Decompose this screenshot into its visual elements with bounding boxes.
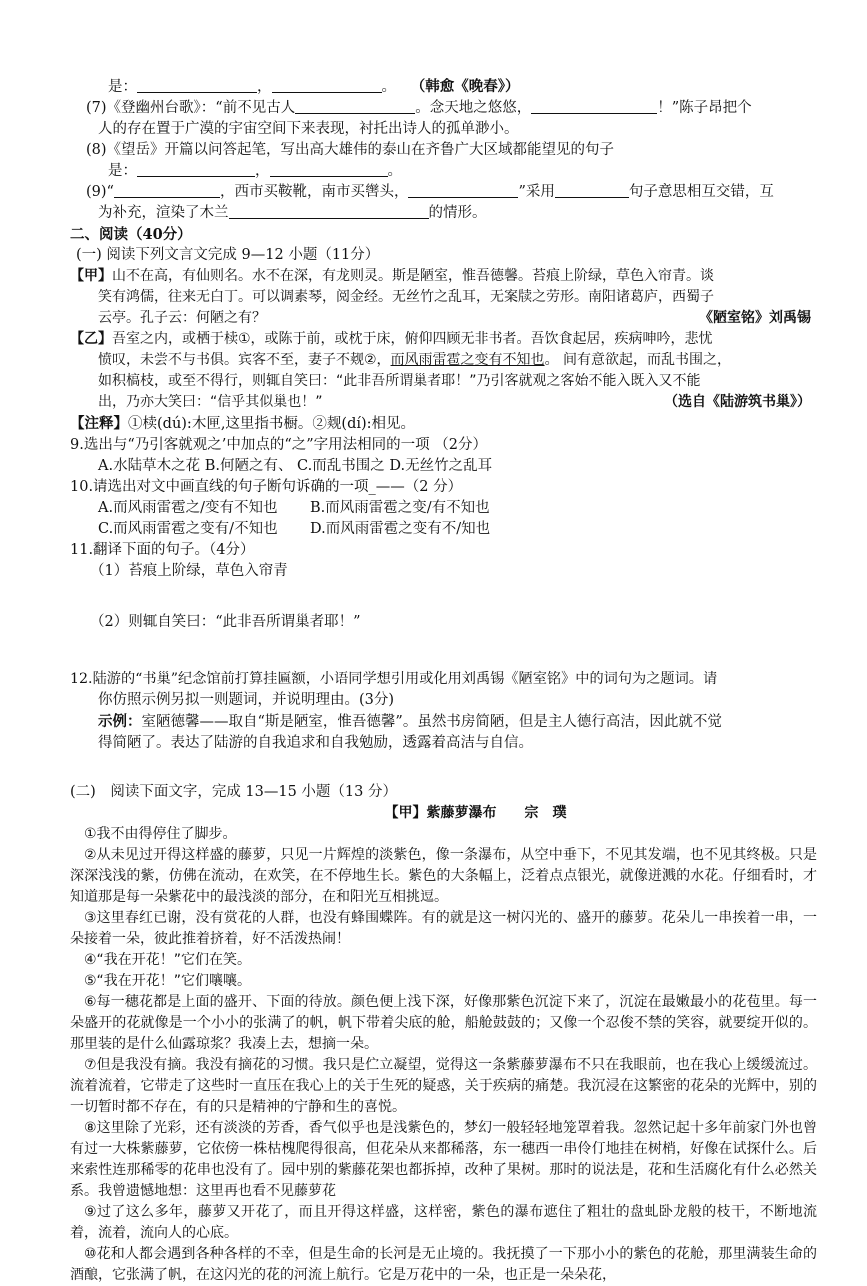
passage-paragraph: ①我不由得停住了脚步。 bbox=[84, 826, 237, 842]
q6-comma: ， bbox=[257, 79, 272, 95]
example-label: 示例： bbox=[98, 713, 142, 730]
notes-label: 【注释】 bbox=[70, 415, 128, 432]
example-text: 室陋德馨——取自“斯是陋室，惟吾德馨”。虽然书房简陋，但是主人德行高洁，因此就不觉 bbox=[141, 714, 722, 730]
yi-label: 【乙】 bbox=[70, 331, 112, 347]
passage-heading bbox=[140, 803, 811, 824]
notes-text: ①椟(dú):木匣,这里指书橱。②觌(dí):相见。 bbox=[128, 416, 416, 432]
answer-space[interactable] bbox=[100, 582, 811, 612]
passage-author: 宗 璞 bbox=[524, 805, 567, 821]
jia-line1 bbox=[70, 266, 811, 287]
passage-paragraph: ⑥每一穗花都是上面的盛开、下面的待放。颜色便上浅下深，好像那紫色沉淀下来了，沉淀在最嫩最小的花苞里。每一朵盛开的花就像是一个小小的张满了的帆，帆下带着尖底的舱，船舱鼓鼓的；又像一个忍俊不禁的笑容，就要绽开似的。那里装的是什么仙露琼浆？我凑上去，想摘一朵。 bbox=[70, 994, 817, 1052]
q7-text: 。念天地之悠悠， bbox=[415, 100, 532, 116]
q11-sentence2: （2）则辄自笑曰：“此非吾所谓巢者耶！” bbox=[90, 614, 361, 630]
q8-prefix: 是： bbox=[108, 163, 137, 179]
answer-blank[interactable] bbox=[531, 99, 657, 114]
jia-line2: 笑有鸿儒，往来无白丁。可以调素琴，阅金经。无丝竹之乱耳，无案牍之劳形。南阳诸葛庐，西蜀子 bbox=[98, 289, 714, 305]
yi-line4 bbox=[98, 392, 811, 413]
answer-blank[interactable] bbox=[270, 162, 388, 177]
passage-paragraph: ⑤“我在开花！”它们嚷嚷。 bbox=[84, 973, 252, 989]
q7-text: 《登幽州台歌》：“前不见古人 bbox=[106, 100, 296, 116]
answer-blank[interactable] bbox=[408, 183, 518, 198]
q6-source: （韩愈《晚春》） bbox=[418, 78, 520, 95]
q10-option-d[interactable]: D.而风雨雷雹之变有不/知也 bbox=[310, 521, 491, 537]
answer-blank[interactable] bbox=[229, 204, 429, 219]
q10-stem: 10.请选出对文中画直线的句子断句诉确的一项_——（2 分） bbox=[70, 479, 463, 495]
q8-text: 《望岳》开篇以问答起笔，写出高大雄伟的泰山在齐鲁广大区域都能望见的句子 bbox=[106, 142, 615, 158]
q7-text: ！”陈子昂把个 bbox=[657, 100, 752, 116]
q12-example1 bbox=[98, 711, 811, 733]
jia-line3 bbox=[98, 308, 811, 329]
q10-options-row2 bbox=[98, 519, 811, 540]
section-title: 二、阅读（40分） bbox=[70, 226, 192, 243]
q9-text: 的情形。 bbox=[428, 205, 487, 221]
passage-paragraph: ⑩花和人都会遇到各种各样的不幸，但是生命的长河是无止境的。我抚摸了一下那小小的紫色的花舱，那里满装生命的酒酿，它张满了帆，在这闪光的花的河流上航行。它是万花中的一朵，也正是一朵朵花， bbox=[70, 1246, 817, 1283]
passage-paragraph: ⑦但是我没有摘。我没有摘花的习惯。我只是伫立凝望，觉得这一条紫藤萝瀑布不只在我眼前，也在我心上缓缓流过。流着流着，它带走了这些时一直压在我心上的关于生死的疑惑，关于疾病的痛楚。我沉浸在这繁密的花朵的光辉中，别的一切暂时都不存在，有的只是精神的宁静和生的喜悦。 bbox=[70, 1057, 817, 1115]
answer-space[interactable] bbox=[100, 633, 811, 669]
q6-prefix: 是： bbox=[108, 79, 137, 95]
answer-blank[interactable] bbox=[295, 99, 415, 114]
q8-comma: ， bbox=[255, 163, 270, 179]
q9r-options: A.水陆草木之花 B.何陋之有、 C.而乱书围之 D.无丝竹之乱耳 bbox=[98, 458, 493, 474]
passage-paragraph: ④“我在开花！”它们在笑。 bbox=[84, 952, 252, 968]
jia-text: 山不在高，有仙则名。水不在深，有龙则灵。斯是陋室，惟吾德馨。苔痕上阶绿，草色入帘青。谈 bbox=[112, 268, 714, 284]
q9r-stem: 9.选出与“乃引客就观之’中加点的“之”字用法相同的一项 （2分） bbox=[70, 437, 488, 453]
passage-paragraph: ③这里春红已谢，没有赏花的人群，也没有蜂围蝶阵。有的就是这一树闪光的、盛开的藤萝。花朵儿一串挨着一串，一朵接着一朵，彼此推着挤着，好不活泼热闹！ bbox=[70, 910, 817, 947]
q8-end: 。 bbox=[387, 163, 402, 179]
q12-line2: 你仿照示例另拟一则题词，并说明理由。(3分) bbox=[98, 692, 395, 708]
q9-text: ，西市买鞍靴，南市买辔头， bbox=[219, 184, 409, 200]
part2-title: (二) 阅读下面文字，完成 13—15 小题（13 分） bbox=[70, 784, 397, 800]
q9-text: 句子意思相互交错，互 bbox=[628, 184, 774, 200]
jia-label: 【甲】 bbox=[70, 268, 112, 284]
q6-end: 。 bbox=[381, 79, 396, 95]
yi-line1 bbox=[70, 329, 811, 350]
part1-title: (一) 阅读下列文言文完成 9—12 小题（11分） bbox=[76, 247, 380, 263]
yi-text: 吾室之内，或栖于椟①，或陈于前，或枕于床，俯仰四顾无非书者。吾饮食起居，疾病呻吟，悲忧 bbox=[112, 331, 713, 347]
q9-text: ”采用 bbox=[518, 184, 555, 200]
yi-text: 。 间有意欲起，而乱书围之， bbox=[544, 352, 732, 368]
q9-text: “ bbox=[106, 184, 114, 200]
yi-text: 愤叹，未尝不与书俱。宾客不至，妻子不觌②， bbox=[98, 352, 391, 368]
yi-line2 bbox=[98, 350, 811, 371]
yi-source: （选自《陆游筑书巢》） bbox=[664, 394, 811, 410]
q10-option-a[interactable]: A.而风雨雷雹之/变有不知也 bbox=[98, 500, 278, 516]
passage-paragraph: ⑨过了这么多年，藤萝又开花了，而且开得这样盛，这样密，紫色的瀑布遮住了粗壮的盘虬卧龙般的枝干，不断地流着，流着，流向人的心底。 bbox=[70, 1204, 817, 1241]
passage-body bbox=[70, 824, 817, 1286]
q12-example2: 得简陋了。表达了陆游的自我追求和自我勉励，透露着高洁与自信。 bbox=[98, 735, 533, 751]
q9-text: 为补充，渲染了木兰 bbox=[98, 205, 229, 221]
q9-line2 bbox=[98, 203, 811, 224]
q7-line1 bbox=[86, 98, 811, 119]
q6-tail bbox=[100, 76, 811, 98]
answer-blank[interactable] bbox=[137, 78, 257, 93]
answer-blank[interactable] bbox=[555, 183, 629, 198]
q10-options-row1 bbox=[98, 498, 811, 519]
q9-line1 bbox=[86, 182, 811, 203]
answer-blank[interactable] bbox=[137, 162, 255, 177]
yi-underlined-sentence: 而风雨雷雹之变有不知也 bbox=[390, 352, 545, 368]
q10-option-b[interactable]: B.而风雨雷雹之变/有不知也 bbox=[310, 500, 490, 516]
answer-blank[interactable] bbox=[272, 78, 382, 93]
q7-label: (7) bbox=[86, 100, 107, 116]
notes bbox=[70, 413, 811, 435]
jia-text: 云亭。孔子云：何陋之有？ bbox=[98, 310, 266, 326]
yi-line3: 如积槁枝，或至不得行，则辄自笑曰：“此非吾所谓巢者耶！”乃引客就观之客始不能入既入又不能 bbox=[98, 373, 701, 389]
passage-paragraph: ②从未见过开得这样盛的藤萝，只见一片辉煌的淡紫色，像一条瀑布，从空中垂下，不见其发端，也不见其终极。只是深深浅浅的紫，仿佛在流动，在欢笑，在不停地生长。紫色的大条幅上，泛着点点银光，就像迸溅的水花。仔细看时，才知道那是每一朵紫花中的最浅淡的部分，在和阳光互相挑逗。 bbox=[70, 847, 817, 905]
q11-sentence1: （1）苔痕上阶绿，草色入帘青 bbox=[90, 563, 288, 579]
q11-stem: 11.翻译下面的句子。（4分） bbox=[70, 542, 255, 558]
q8-line2 bbox=[100, 161, 811, 182]
answer-blank[interactable] bbox=[114, 183, 220, 198]
yi-text: 出，乃亦大笑曰：“信乎其似巢也！” bbox=[98, 394, 323, 410]
q8-label: (8) bbox=[86, 142, 107, 158]
jia-source: 《陋室铭》刘禹锡 bbox=[699, 310, 811, 326]
q12-line1: 12.陆游的“书巢”纪念馆前打算挂匾额，小语同学想引用或化用刘禹锡《陋室铭》中的词句为之题词。请 bbox=[70, 671, 718, 687]
q10-option-c[interactable]: C.而风雨雷雹之变有/不知也 bbox=[98, 521, 278, 537]
passage-paragraph: ⑧这里除了光彩，还有淡淡的芳香，香气似乎也是浅紫色的，梦幻一般轻轻地笼罩着我。忽然记起十多年前家门外也曾有过一大株紫藤萝，它依傍一株枯槐爬得很高，但花朵从来都稀落，东一穗西一串伶仃地挂在树梢，好像在试探什么。后来索性连那稀零的花串也没有了。园中别的紫藤花架也都拆掉，改种了果树。那时的说法是，花和生活腐化有什么必然关系。我曾遗憾地想：这里再也看不见藤萝花 bbox=[70, 1120, 817, 1199]
q7-line2: 人的存在置于广漠的宇宙空间下来表现，衬托出诗人的孤单渺小。 bbox=[98, 121, 519, 137]
passage-title: 【甲】紫藤萝瀑布 bbox=[384, 805, 497, 821]
q9-label: (9) bbox=[86, 184, 107, 200]
q8-line1 bbox=[86, 140, 811, 161]
